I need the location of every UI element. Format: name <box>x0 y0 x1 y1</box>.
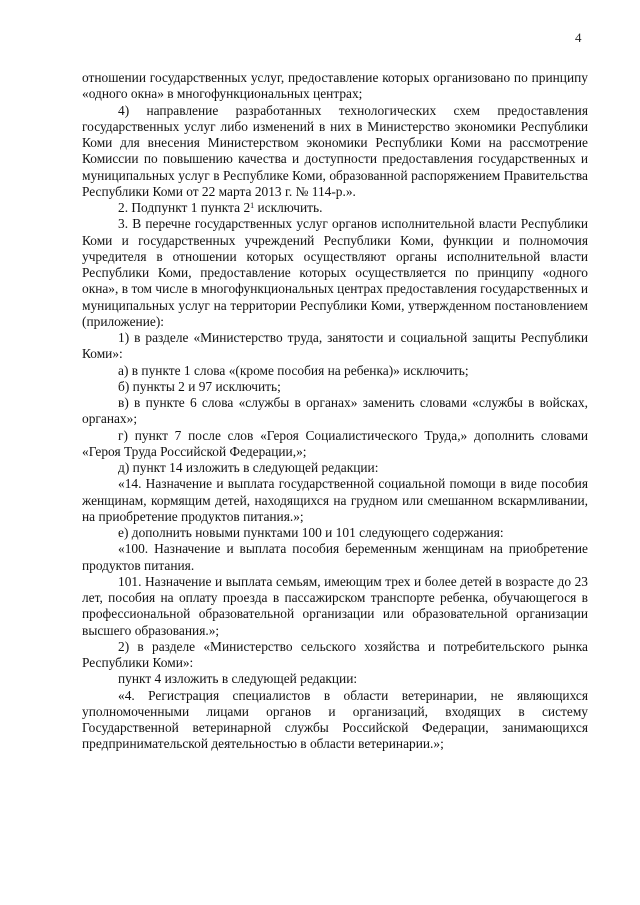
paragraph: 2) в разделе «Министерство сельского хозяйства и потребительского рынка Республики Коми»: <box>82 638 588 670</box>
paragraph: 1) в разделе «Министерство труда, занятости и социальной защиты Республики Коми»: <box>82 330 588 362</box>
paragraph: «4. Регистрация специалистов в области ветеринарии, не являющихся уполномоченными лицами органов и организаций, входящих в систему Государственной ветеринарной службы Российской Федерации, занимающихся предпринимательской деятельностью в области ветеринарии.»; <box>82 687 588 752</box>
page-number: 4 <box>575 30 582 45</box>
paragraph-text: 2. Подпункт 1 пункта 2 <box>118 200 251 215</box>
paragraph: «100. Назначение и выплата пособия беременным женщинам на приобретение продуктов питания. <box>82 541 588 573</box>
document-body <box>82 70 588 753</box>
paragraph: «14. Назначение и выплата государственной социальной помощи в виде пособия женщинам, кормящим детей, находящихся на грудном или смешанном вскармливании, на приобретение продуктов питания.»; <box>82 476 588 524</box>
paragraph: 101. Назначение и выплата семьям, имеющим трех и более детей в возрасте до 23 лет, пособия на оплату проезда в пассажирском транспорте ребенка, обучающегося в профессиональной образовательной организации или образовательной организации высшего образования.»; <box>82 573 588 638</box>
paragraph: 3. В перечне государственных услуг органов исполнительной власти Республики Коми и государственных учреждений Республики Коми, функции и полномочия учредителя в отношении которых осуществляют органы исполнительной власти Республики Коми, предоставление которых осуществляется по принципу «одного окна», в том числе в многофункциональных центрах предоставления государственных и муниципальных услуг на территории Республики Коми, утвержденном постановлением (приложение): <box>82 216 588 329</box>
paragraph: пункт 4 изложить в следующей редакции: <box>118 671 358 687</box>
paragraph: б) пункты 2 и 97 исключить; <box>118 378 281 394</box>
paragraph: г) пункт 7 после слов «Героя Социалистического Труда,» дополнить словами «Героя Труда Российской Федерации,»; <box>82 427 588 459</box>
paragraph: а) в пункте 1 слова «(кроме пособия на ребенка)» исключить; <box>118 362 469 378</box>
paragraph: е) дополнить новыми пунктами 100 и 101 следующего содержания: <box>118 525 504 540</box>
paragraph: 4) направление разработанных технологических схем предоставления государственных услуг либо изменений в них в Министерство экономики Республики Коми для внесения Министерством экономики Республики Коми на рассмотрение Комиссии по повышению качества и доступности предоставления государственных и муниципальных услуг в Республике Коми, образованной распоряжением Правительства Республики Коми от 22 марта 2013 г. № 114-р.». <box>82 102 588 199</box>
paragraph <box>82 200 588 216</box>
paragraph: отношении государственных услуг, предоставление которых организовано по принципу «одного окна» в многофункциональных центрах; <box>82 70 588 102</box>
superscript: 1 <box>250 201 255 210</box>
paragraph: д) пункт 14 изложить в следующей редакции: <box>118 460 379 475</box>
paragraph: в) в пункте 6 слова «службы в органах» заменить словами «службы в войсках, органах»; <box>82 395 588 427</box>
paragraph-text: исключить. <box>254 200 323 215</box>
